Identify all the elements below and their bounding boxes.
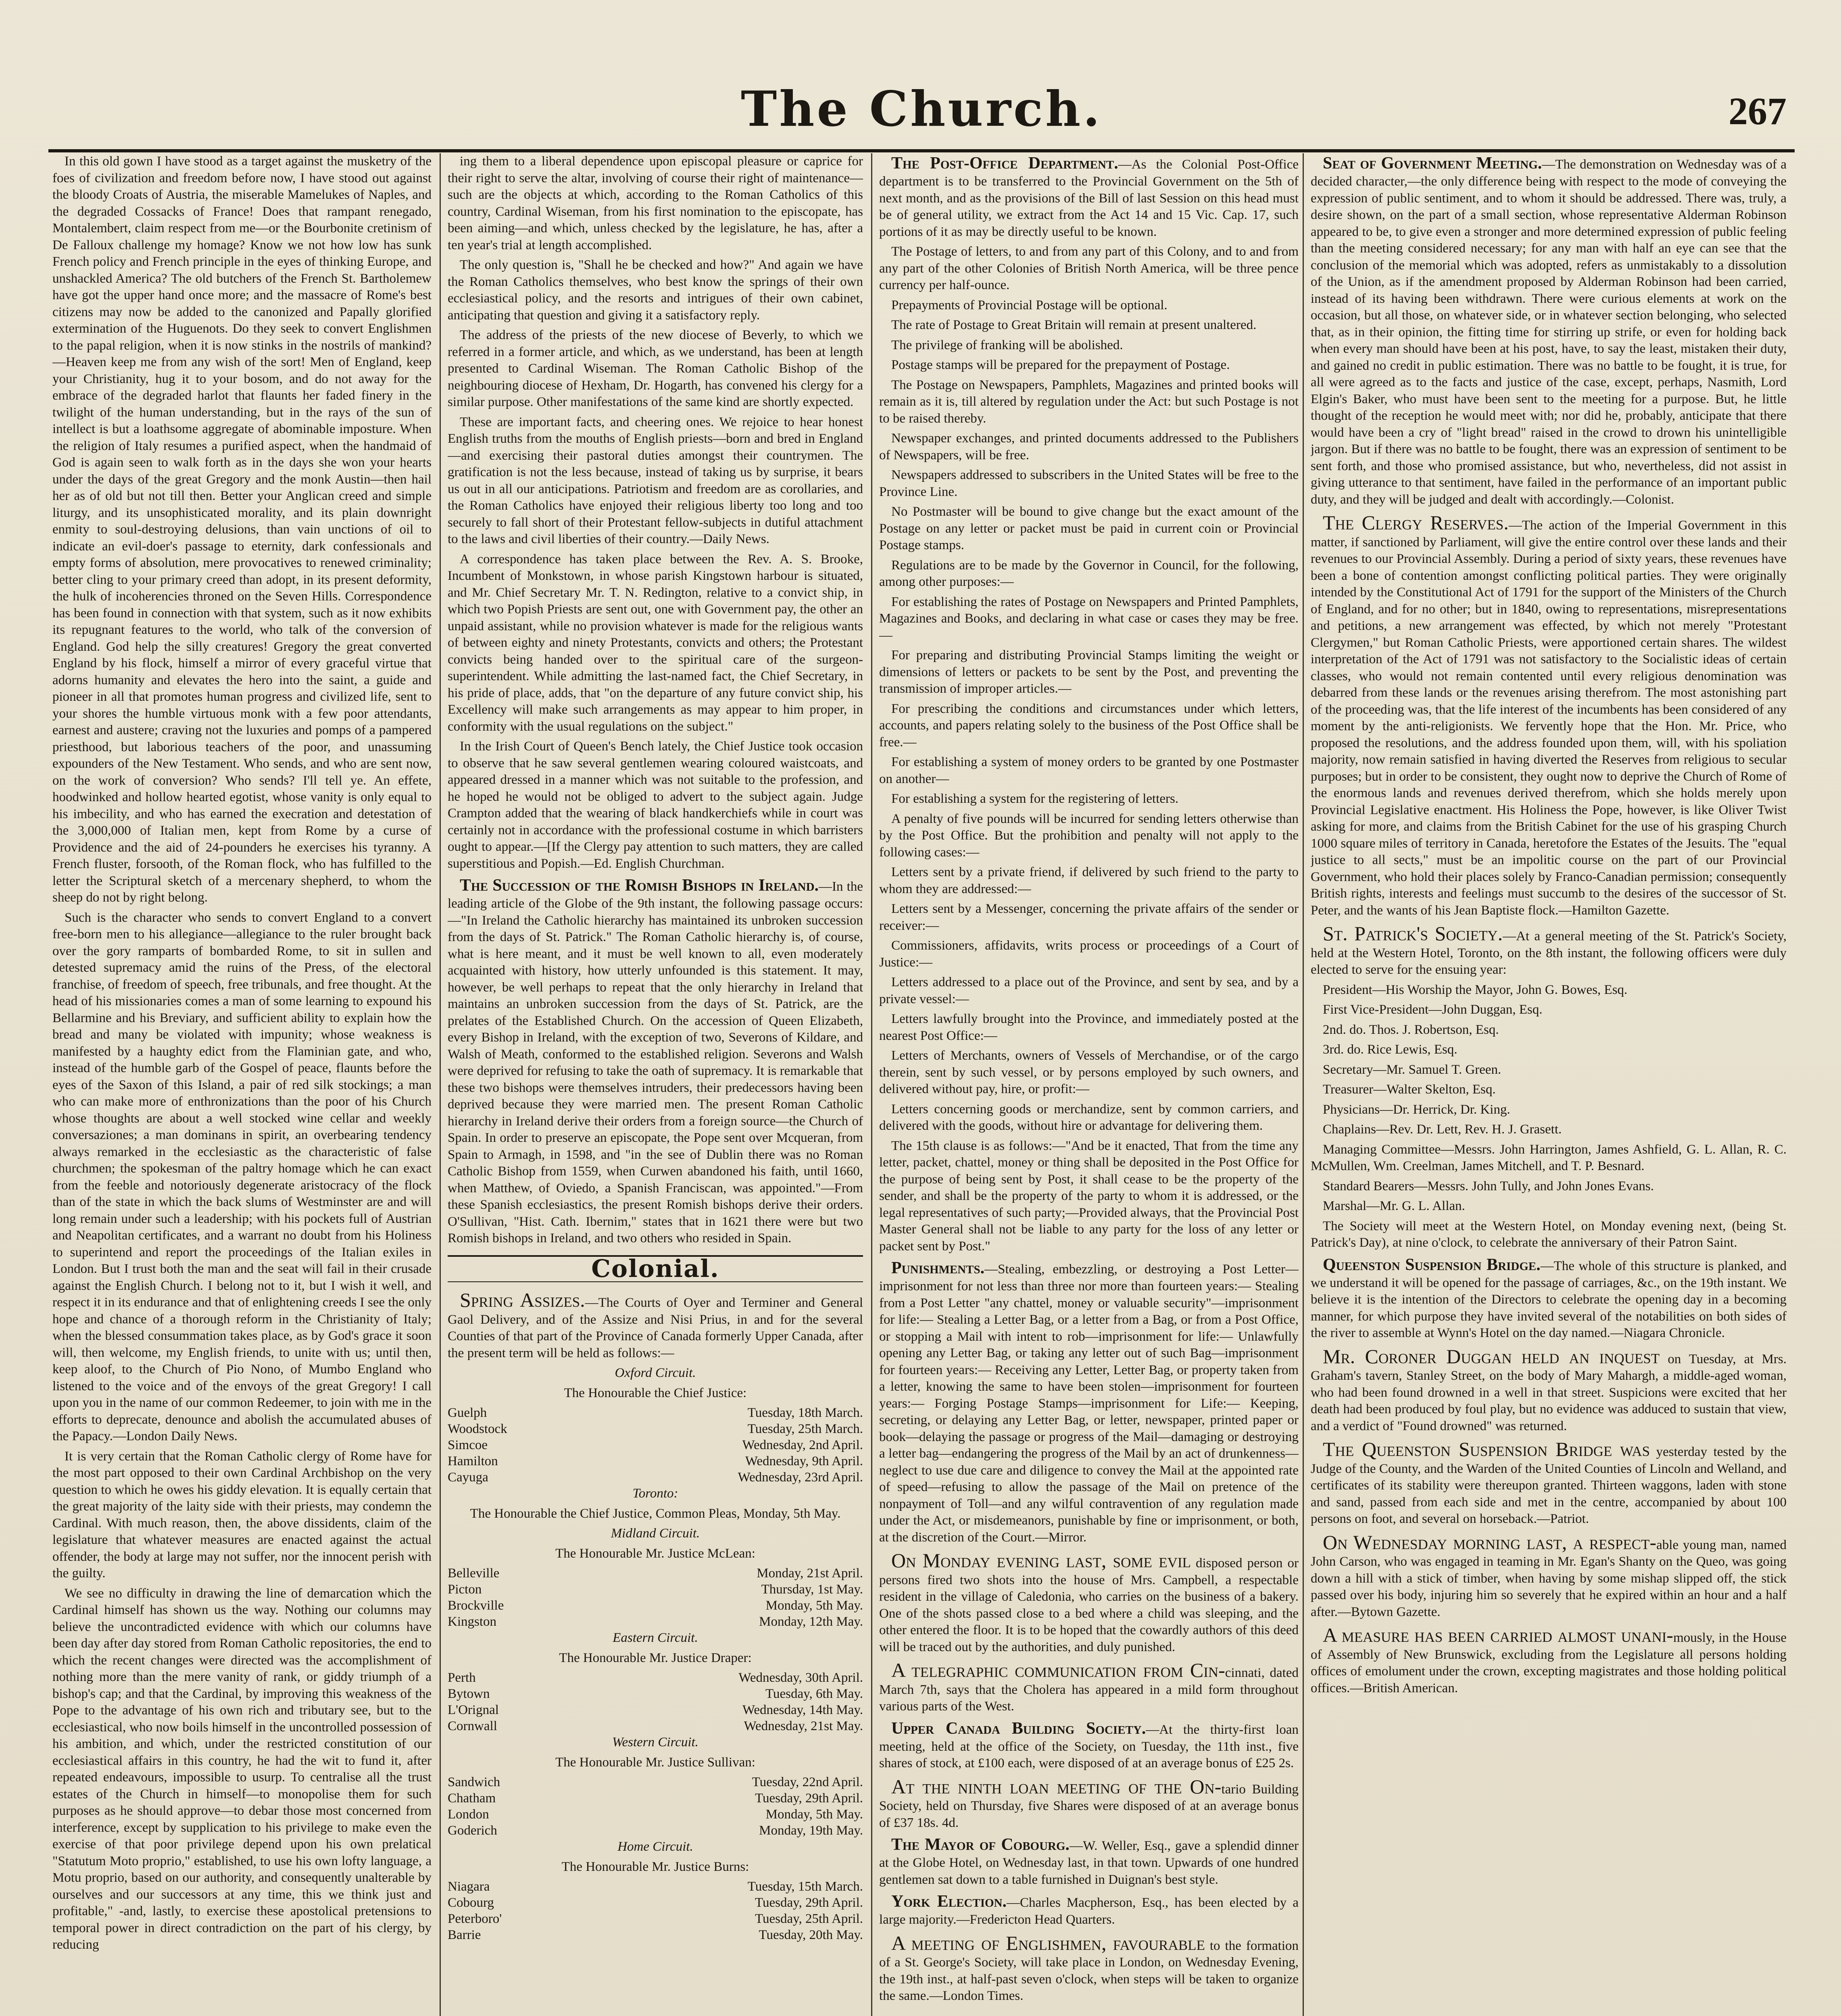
article-heading: Punishments. <box>891 1259 985 1277</box>
provision-paragraph: For prescribing the conditions and circumstances under which letters, accounts, and papers relating solely to the business of the Post Office shall be free.— <box>879 701 1299 750</box>
schedule-row <box>448 1581 863 1597</box>
column-3 <box>879 153 1299 2016</box>
schedule-date: Tuesday, 25th March. <box>747 1422 863 1436</box>
schedule-town: Barrie <box>448 1928 481 1942</box>
officer-entry: Chaplains—Rev. Dr. Lett, Rev. H. J. Grasett. <box>1323 1122 1562 1137</box>
article-new-brunswick <box>1311 1624 1787 1697</box>
article-body: —Charles Macpherson, Esq., has been elected by a large majority.—Fredericton Head Quarters. <box>879 1895 1299 1927</box>
article-paragraph: The only question is, "Shall he be checked and how?" And again we have the Roman Catholics themselves, who best know the springs of their own ecclesiastical policy, and the resorts and intrigues of their own cabinet, anticipating that question and giving it a satisfactory reply. <box>448 258 863 323</box>
schedule-row <box>448 1670 863 1686</box>
article-building-society <box>879 1718 1299 1772</box>
page-title: The Church. <box>741 81 1102 137</box>
circuit-name: Eastern Circuit. <box>613 1631 698 1645</box>
provision-paragraph: The privilege of franking will be abolished. <box>891 337 1123 352</box>
schedule-row <box>448 1927 863 1943</box>
schedule-date: Tuesday, 29th April. <box>755 1895 863 1910</box>
article-body: yesterday tested by the Judge of the County, and the Warden of the United Counties of Lincoln and Welland, and certificates of its stability were thereupon granted. Thirteen waggons, laden with stone and sand, passed from each side and met in the centre, accompanied by about 100 persons on foot, and several on horseback.—Patriot. <box>1311 1445 1787 1526</box>
provision-paragraph: Newspaper exchanges, and printed documents addressed to the Publishers of Newspapers, will be free. <box>879 431 1299 462</box>
article-heading: The Clergy Reserves. <box>1323 511 1509 534</box>
article-coroner <box>1311 1345 1787 1435</box>
circuit-name: Toronto: <box>632 1486 678 1501</box>
page-number: 267 <box>1728 90 1787 133</box>
schedule-town: Brockville <box>448 1598 504 1613</box>
officer-entry: Managing Committee—Messrs. John Harrington, James Ashfield, G. L. Allan, R. C. McMullen, Wm. Creelman, James Mitchell, and T. P. Besnard. <box>1311 1142 1787 1173</box>
circuit-judge: The Honourable the Chief Justice, Common Pleas, Monday, 5th May. <box>470 1506 841 1521</box>
schedule-town: Bytown <box>448 1687 490 1701</box>
schedule-date: Thursday, 1st May. <box>761 1582 863 1597</box>
article-heading: St. Patrick's Society. <box>1323 922 1503 945</box>
article-heading: Seat of Government Meeting. <box>1323 154 1542 173</box>
article-paragraph: A correspondence has taken place between the Rev. A. S. Brooke, Incumbent of Monkstown, in whose parish Kingstown harbour is situated, and Mr. Chief Secretary Mr. T. N. Redington, relative to a convict ship, in which two Popish Priests are sent out, one with Government pay, the other an unpaid assistant, while no provision whatever is made for the religious wants of between eighty and ninety Protestants, convicts and others; the Protestant convicts being handed over to the spiritual care of the surgeon-superintendent. While admitting the last-named fact, the Chief Secretary, in his pride of place, adds, that "on the departure of any future convict ship, his Excellency will make such arrangements as may appear to him proper, in conformity with the usual regulations on the subject." <box>448 552 863 734</box>
officer-entry: Treasurer—Walter Skelton, Esq. <box>1323 1082 1496 1097</box>
article-lead: Mr. Coroner Duggan held an inquest <box>1323 1345 1660 1368</box>
schedule-date: Tuesday, 25th April. <box>755 1912 863 1926</box>
article-heading: The Succession of the Romish Bishops in Ireland. <box>460 876 819 895</box>
article-lead: On Monday evening last, some evil <box>891 1549 1191 1572</box>
schedule-row <box>448 1702 863 1718</box>
schedule-date: Wednesday, 14th May. <box>742 1703 863 1717</box>
schedule-date: Tuesday, 22nd April. <box>752 1775 863 1789</box>
schedule-row <box>448 1911 863 1927</box>
schedule-row <box>448 1597 863 1614</box>
officer-entry: Secretary—Mr. Samuel T. Green. <box>1323 1062 1501 1077</box>
schedule-date: Wednesday, 30th April. <box>738 1670 863 1685</box>
article-body: able young man, named John Carson, who was engaged in teaming in Mr. Egan's Shanty on the Queo, was going down a hill with a stick of timber, when having by some mishap slipped off, the stick passed over his body, injuring him so severely that he expired within an hour and a half after.—Bytown Gazette. <box>1311 1537 1787 1619</box>
article-paragraph: These are important facts, and cheering ones. We rejoice to hear honest English truths from the mouths of English priests—born and bred in England—and exercising their pastoral duties amongst their countrymen. The gratification is not the less because, instead of taking us by surprise, it bears us out in all our anticipations. Patriotism and freedom are as corollaries, and the Roman Catholics have enjoyed their religious liberty too long and too securely to fall short of their Protestant fellow-subjects in dutiful attachment to the laws and civil liberties of their country.—Daily News. <box>448 414 863 546</box>
article-succession <box>448 875 863 1247</box>
schedule-town: Simcoe <box>448 1438 488 1452</box>
officer-entry: Standard Bearers—Messrs. John Tully, and John Jones Evans. <box>1323 1179 1654 1193</box>
provision-paragraph: Letters concerning goods or merchandize, sent by common carriers, and delivered with the goods, without hire or advantage for delivering them. <box>879 1102 1299 1133</box>
article-body: —At the thirty-first loan meeting, held at the office of the Society, on Tuesday, the 11th inst., five shares of stock, at £100 each, were disposed of at an average bonus of £25 2s. <box>879 1722 1299 1770</box>
article-body: on Tuesday, at Mrs. Graham's tavern, Stanley Street, on the body of Mary Mahargh, a middle-aged woman, who had been found drowned in a well in that street. Suspicions were excited that her death had been produced by foul play, but no evidence was adduced to sustain that view, and a verdict of "Found drowned" was returned. <box>1311 1352 1787 1433</box>
schedule-town: Cornwall <box>448 1719 497 1733</box>
provision-paragraph: Letters lawfully brought into the Province, and immediately posted at the nearest Post Office:— <box>879 1012 1299 1043</box>
schedule-town: Kingston <box>448 1614 497 1629</box>
officer-entry: President—His Worship the Mayor, John G. Bowes, Esq. <box>1323 982 1628 997</box>
article-heading: York Election. <box>891 1892 1007 1911</box>
article-body: tario Building Society, held on Thursday, five Shares were disposed of at an average bonus of £37 18s. 4d. <box>879 1782 1299 1830</box>
schedule-town: Cayuga <box>448 1470 488 1485</box>
article-body: —At a general meeting of the St. Patrick's Society, held at the Western Hotel, Toronto, on the 8th instant, the following officers were duly elected to serve for the ensuing year: <box>1311 929 1787 977</box>
article-punishments <box>879 1258 1299 1546</box>
schedule-date: Tuesday, 15th March. <box>747 1879 863 1894</box>
schedule-date: Monday, 5th May. <box>765 1598 863 1613</box>
provision-paragraph: No Postmaster will be bound to give change but the exact amount of the Postage on any letter or packet must be paid in current coin or Provincial Postage stamps. <box>879 504 1299 552</box>
schedule-date: Wednesday, 21st May. <box>744 1719 863 1733</box>
schedule-row <box>448 1774 863 1790</box>
article-englishmen-meeting <box>879 1932 1299 2005</box>
schedule-date: Tuesday, 18th March. <box>747 1406 863 1420</box>
article-body: —W. Weller, Esq., gave a splendid dinner at the Globe Hotel, on Wednesday last, in that town. Upwards of one hundred gentlemen sat down to a table furnished in Duignan's best style. <box>879 1839 1299 1887</box>
schedule-row <box>448 1405 863 1421</box>
column-rule <box>440 153 441 2016</box>
article-st-patricks <box>1311 922 1787 979</box>
provision-paragraph: The rate of Postage to Great Britain will remain at present unaltered. <box>891 318 1257 332</box>
schedule-town: Woodstock <box>448 1422 507 1436</box>
schedule-town: Goderich <box>448 1823 497 1838</box>
article-body: —The whole of this structure is planked, and we understand it will be opened for the passage of carriages, &c., on the 19th instant. We believe it is the intention of the Directors to celebrate the opening day in a becoming manner, for which purpose they have invited several of the notabilities on both sides of the river to assemble at Wynn's Hotel on the day named.—Niagara Chronicle. <box>1311 1258 1787 1340</box>
article-body: —In the leading article of the Globe of the 9th instant, the following passage occurs:—"In Ireland the Catholic hierarchy has maintained its unbroken succession from the days of St. Patrick." The Roman Catholic hierarchy is, of course, what is here meant, and it must be well known to all, even moderately acquainted with history, how utterly unfounded is this statement. It may, however, be well perhaps to repeat that the only hierarchy in Ireland that maintains an unbroken succession from the days of St. Patrick, are the prelates of the Established Church. On the accession of Queen Elizabeth, every Bishop in Ireland, with the exception of two, Severons of Kildare, and Walsh of Meath, conformed to the established religion. Severons and Walsh were deprived for refusing to take the oath of supremacy. It is remarkable that these two bishops were themselves intruders, their predecessors having been deprived because they were married men. The present Roman Catholic hierarchy in Ireland derive their orders from a foreign source—the Church of Spain. In order to preserve an episcopate, the Pope sent over Mcqueran, from Spain to Armagh, in 1598, and "in the see of Dublin there was no Roman Catholic Bishop from 1559, when Curwen abandoned his faith, until 1660, when Matthew, of Oviedo, a Spanish Franciscan, was appointed."—From these Spanish ecclesiastics, the present Romish bishops derive their orders. O'Sullivan, "Hist. Cath. Ibernim," states that in 1621 there were but two Romish bishops in Ireland, and two others who resided in Spain. <box>448 879 863 1245</box>
article-lead: A meeting of Englishmen, favourable <box>891 1931 1205 1954</box>
article-post-office <box>879 153 1299 240</box>
masthead-rule <box>48 149 1795 152</box>
schedule-date: Tuesday, 20th May. <box>759 1928 863 1942</box>
schedule-date: Tuesday, 6th May. <box>765 1687 863 1701</box>
schedule-date: Monday, 12th May. <box>759 1614 863 1629</box>
circuit-name: Oxford Circuit. <box>615 1366 696 1380</box>
assize-schedule <box>448 1365 863 1943</box>
article-paragraph: ing them to a liberal dependence upon episcopal pleasure or caprice for their right to serve the altar, involving of course their right of maintenance—such are the objects at which, according to the Roman Catholics of this country, Cardinal Wiseman, from his first nomination to the episcopate, has been aiming—and which, unless checked by the legislature, he has, after a ten year's trial at length accomplished. <box>448 154 863 252</box>
section-title-colonial: Colonial. <box>448 1255 863 1283</box>
article-lead: On Wednesday morning last, a respect- <box>1323 1531 1657 1554</box>
circuit-name: Home Circuit. <box>617 1839 693 1854</box>
article-bridge-test <box>1311 1438 1787 1528</box>
provision-paragraph: For establishing a system of money orders to be granted by one Postmaster on another— <box>879 755 1299 786</box>
article-assizes <box>448 1289 863 1362</box>
provision-paragraph: Letters of Merchants, owners of Vessels of Merchandise, or of the cargo therein, sent by such vessel, or by persons employed by such owners, and delivered without pay, hire, or profit:— <box>879 1048 1299 1096</box>
article-body: to the formation of a St. George's Society, will take place in London, on Wednesday Evening, the 19th inst., at half-past seven o'clock, when steps will be taken to organize the same.—London Times. <box>879 1938 1299 2003</box>
article-body: —The demonstration on Wednesday was of a decided character,—the only difference being with respect to the mode of conveying the expression of public sentiment, and to whom it should be addressed. There was, truly, a desire shown, on the part of a small section, whose representative Alderman Robinson appeared to be, to give even a stronger and more determined expression of public feeling than the meeting considered necessary; for any man with half an eye can see that the conclusion of the memorial which was adopted, refers as unmistakably to a dissolution of the Union, as if the amendment proposed by Alderman Robinson had been carried, instead of its having been withdrawn. There were curious elements at work on the occasion, but all those, on whatever side, or in whatever section belonging, who selected that, as in their opinion, the fitting time for stirring up strife, or even for holding back when every man should have been at his post, have, to say the least, mistaken their duty, and gained no credit in public estimation. There was no battle to be fought, it is true, for all were agreed as to the facts and justice of the case, except, perhaps, Nasmith, Lord Elgin's Baker, who must have been sent to the meeting for a purpose. But, he little thought of the reception he would meet with; nor did he, probably, anticipate that there would have been a cry of "light bread" raised in the crowd to drown his unintelligible jargon. But if there was no battle to be fought, there was an expression of sentiment to be sent forth, and those who promised assistance, but who, nevertheless, did not assist in giving utterance to that sentiment, have failed in the performance of an important public duty, and they will be judged and dealt with accordingly.—Colonist. <box>1311 157 1787 507</box>
schedule-date: Wednesday, 9th April. <box>745 1454 863 1468</box>
provision-paragraph: For establishing a system for the registering of letters. <box>891 791 1179 806</box>
provision-paragraph: For preparing and distributing Provincial Stamps limiting the weight or dimensions of letters or packets to be sent by the Post, and preventing the transmission of improper articles.— <box>879 648 1299 696</box>
circuit-judge: The Honourable the Chief Justice: <box>564 1385 747 1400</box>
provision-paragraph: Prepayments of Provincial Postage will be optional. <box>891 298 1168 312</box>
article-body: cinnati, dated March 7th, says that the Cholera has appeared in a mild form throughout various parts of the West. <box>879 1666 1299 1714</box>
schedule-row <box>448 1614 863 1630</box>
schedule-town: Perth <box>448 1670 476 1685</box>
article-heading: Queenston Suspension Bridge. <box>1323 1255 1541 1274</box>
provision-paragraph: Newspapers addressed to subscribers in the United States will be free to the Province Line. <box>879 468 1299 499</box>
schedule-row <box>448 1421 863 1437</box>
article-heading: Spring Assizes. <box>460 1289 585 1311</box>
schedule-town: Cobourg <box>448 1895 494 1910</box>
schedule-town: Peterboro' <box>448 1912 502 1926</box>
article-ninth-loan <box>879 1775 1299 1832</box>
officer-entry: Marshal—Mr. G. L. Allan. <box>1323 1199 1465 1213</box>
schedule-town: Chatham <box>448 1791 496 1806</box>
schedule-date: Monday, 5th May. <box>765 1807 863 1822</box>
column-rule <box>871 153 872 2016</box>
article-paragraph: The address of the priests of the new diocese of Beverly, to which we referred in a former article, and which, as we understand, has been at length presented to Cardinal Wiseman. The Roman Catholic Bishop of the neighbouring diocese of Hexham, Dr. Hogarth, has convened his clergy for a similar purpose. Other manifestations of the same kind are shortly expected. <box>448 328 863 409</box>
provision-paragraph: Commissioners, affidavits, writs process or proceedings of a Court of Justice:— <box>879 938 1299 970</box>
schedule-row <box>448 1565 863 1581</box>
schedule-town: L'Orignal <box>448 1703 499 1717</box>
provision-paragraph: The 15th clause is as follows:—"And be it enacted, That from the time any letter, packet, chattel, money or thing shall be deposited in the Post Office for the purpose of being sent by Post, it shall cease to be the property of the sender, and shall be the property of the party to whom it is addressed, or the legal representatives of such party;—Provided always, that the Provincial Post Master General shall not be liable to any party for the loss of any letter or packet sent by Post." <box>879 1138 1299 1254</box>
masthead <box>48 73 1795 153</box>
article-lead: A telegraphic communication from Cin- <box>891 1659 1225 1681</box>
schedule-row <box>448 1437 863 1453</box>
schedule-row <box>448 1806 863 1822</box>
schedule-row <box>448 1822 863 1839</box>
schedule-town: London <box>448 1807 489 1822</box>
circuit-judge: The Honourable Mr. Justice Sullivan: <box>555 1755 755 1770</box>
schedule-town: Hamilton <box>448 1454 498 1468</box>
officer-entry: 2nd. do. Thos. J. Robertson, Esq. <box>1323 1022 1499 1037</box>
article-heading: The Post-Office Department. <box>891 154 1118 173</box>
article-body: disposed person or persons fired two shots into the house of Mrs. Campbell, a respectable resident in the village of Caledonia, who carries on the business of a bakery. One of the shots passed close to a bed where a child was sleeping, and the other entered the floor. It is to be hoped that the cowardly authors of this deed will be traced out by the authorities, and duly punished. <box>879 1556 1299 1654</box>
provision-paragraph: A penalty of five pounds will be incurred for sending letters otherwise than by the Post Office. But the prohibition and penalty will not apply to the following cases:— <box>879 811 1299 860</box>
article-mayor <box>879 1835 1299 1888</box>
article-body: —The action of the Imperial Government in this matter, if sanctioned by Parliament, will give the entire control over these lands and their revenues to our Provincial Assembly. During a period of sixty years, these revenues have been a bone of contention amongst conflicting political parties. They were originally intended by the Constitutional Act of 1791 for the support of the Ministers of the Church of England, and for no other; but in 1840, owing to representations, misrepresentations and petitions, a new arrangement was effected, by which not merely "Protestant Clergymen," but Roman Catholic Priests, were apportioned certain shares. The wildest interpretation of the Act of 1791 was not satisfactory to the Socialistic ideas of certain classes, who would not remain contented until every religious denomination was debarred from these lands or the revenues arising therefrom. The most astonishing part of the proceeding was, that the life interest of the incumbents has been considered of any moment by the anti-religionists. We fervently hope that the Hon. Mr. Price, who proposed the resolutions, and the address founded upon them, will, with his spoliation majority, now remain satisfied in having diverted the Reserves from religious to secular purposes; but in order to be consistent, they ought now to deprive the Church of Rome of the enormous lands and revenues derived therefrom, which she holds merely upon Provincial Legislative enactment. His Holiness the Pope, however, is like Oliver Twist asking for more, and claims from the British Cabinet for the use of his grasping Church 1000 square miles of territory in Canada, heretofore the Estates of the Jesuits. The "equal justice to all sects," must be an impolitic course on the part of our Provincial Government, who hold their places solely by Franco-Canadian permission; consequently British rights, interests and feelings must succumb to the desires of the successor of St. Peter, and the wants of his Jean Baptiste flock.—Hamilton Gazette. <box>1311 518 1787 918</box>
article-telegraph <box>879 1659 1299 1715</box>
officer-entry: The Society will meet at the Western Hotel, on Monday evening next, (being St. Patrick's Day), at nine o'clock, to celebrate the anniversary of their Patron Saint. <box>1311 1218 1787 1250</box>
provision-paragraph: Regulations are to be made by the Governor in Council, for the following, among other purposes:— <box>879 558 1299 589</box>
article-lead: A measure has been carried almost unani- <box>1323 1624 1674 1646</box>
article-york-election <box>879 1891 1299 1929</box>
circuit-judge: The Honourable Mr. Justice Draper: <box>559 1650 752 1665</box>
schedule-row <box>448 1469 863 1485</box>
provision-paragraph: Postage stamps will be prepared for the prepayment of Postage. <box>891 358 1230 372</box>
article-accident <box>1311 1531 1787 1621</box>
circuit-name: Western Circuit. <box>612 1735 698 1749</box>
officer-list <box>1311 982 1787 1252</box>
officer-entry: Physicians—Dr. Herrick, Dr. King. <box>1323 1102 1510 1117</box>
schedule-row <box>448 1879 863 1895</box>
officer-entry: 3rd. do. Rice Lewis, Esq. <box>1323 1042 1457 1057</box>
column-2 <box>448 153 863 2016</box>
article-queenston-bridge <box>1311 1255 1787 1342</box>
article-paragraph: We see no difficulty in drawing the line of demarcation which the Cardinal himself has shown us the way. Nothing our columns may believe the uncontradicted evidence with which our columns have been day after day stored from Roman Catholic repositories, the end to which the recent changes were directed was the accomplishment of nothing more than the mere vanity of rank, or giddy triumph of a bishop's cap; and that the Cardinal, by improving this weakness of the Pope to the advantage of his own rich and tributary see, but to the ecclesiastical, who now boils himself in the uncontrolled possession of his ambition, and which, under the restricted constitution of our ecclesiastical affairs in this country, he had the wit to fund it, after repeated endeavours, impossible to usurp. To centralise all the trust estates of the Church in himself—to monopolise them for such purposes as he should approve—to debar those most concerned from interference, except by supplication to his privilege to make even the exercise of that poor privilege depend upon his own prelatical "Statutum Moto proprio," established, to use his own lofty language, a Motu proprio, based on our authority, and consequently unalterable by ourselves and our successors at any time, this we think just and profitable," -and, lastly, to exercise these apostolical pretensions to temporal power in direct contradiction on the part of his clergy, by reducing <box>52 1586 432 1952</box>
provision-paragraph: Letters sent by a private friend, if delivered by such friend to the party to whom they are addressed:— <box>879 865 1299 896</box>
article-paragraph: In this old gown I have stood as a target against the musketry of the foes of civilization and freedom before now, I have stood out against the bloody Croats of Austria, the miserable Mamelukes of Naples, and the degraded Cossacks of France! Does that rampant renegado, Montalembert, claim respect from me—or the Bourbonite cretinism of De Falloux challenge my homage? Know we not how low has sunk French policy and French principle in the eyes of thinking Europe, and unshackled America? The old butchers of the French St. Bartholemew have got the upper hand once more; and the massacre of Rome's best citizens may now be added to the canonized and Papally glorified extermination of the Huguenots. Do they seek to convert Englishmen to the papal religion, when it is now stinks in the nostrils of mankind?—Heaven keep me from any wish of the sort! Men of England, keep your Christianity, hug it to your bosom, and do not away for the embrace of the degraded harlot that flaunts her faded finery in the twilight of the human understanding, but in the rays of the sun of intellect is but a loathsome aggregate of abominable imposture. When the religion of Italy resumes a purified aspect, when the handmaid of God is again seen to walk forth as in the days she won your hearts under the days of the great Gregory and the monk Austin—then hail her as of old but not till then. Better your Anglican creed and simple liturgy, and its unsophisticated morality, and its plain downright enmity to soul-destroying delusions, than vain unctions of oil to indicate an evil-doer's passage to eternity, dark confessionals and empty forms of absolution, mere provocatives to renewed criminality; better cling to your primary creed than adopt, in its present deformity, the hulk of incoherencies throned on the Seven Hills. Correspondence has been found in connection with that system, such as it now exhibits its repugnant features to the world, who talk of the conversion of England. God help the silly creatures! Gregory the great converted England by his flock, himself a mirror of every graceful virtue that adorns humanity and elevates the hero into the saint, a guide and pioneer in all that promotes human progress and civilized life, sent to your shores the humble virtuous monk with a few poor attendants, earnest and austere; craving not the luxuries and pomps of a pampered priesthood, but laborious teachers of the poor, and unassuming expounders of the New Testament. Who sends, and who are sent now, on the work of conversion? Who sends? I'll tell ye. An effete, hoodwinked and hollow hearted egotist, whose vanity is only equal to his imbecility, and who has earned the execration and detestation of the 3,000,000 of Italian men, kept from Rome by a curse of Providence and the aid of 24-pounders he exercises his tyranny. A French fluster, forsooth, of the Roman flock, who has fulfilled to the letter the Scriptural sketch of a mercenary shepherd, to whom the sheep do not by right belong. <box>52 154 432 905</box>
schedule-town: Picton <box>448 1582 482 1597</box>
schedule-date: Wednesday, 23rd April. <box>738 1470 863 1485</box>
article-paragraph: Such is the character who sends to convert England to a convert free-born men to his allegiance—allegiance to the ruler brought back over the gory ramparts of bombarded Rome, to sit in sullen and detested supremacy amid the ruins of the Press, of the electoral franchise, of freedom of speech, free tribunals, and free thought. At the head of his missionaries comes a man of some learning to expound his Bellarmine and his Breviary, and sufficient ability to explain how the bread and many be violated with impunity; whose weakness is manifested by a haughty edict from the Flaminian gate, and who, instead of the humble garb of the Gospel of peace, flaunts before the eyes of the Saxon of this Island, a pair of red silk stockings; a man who can make more of enthronizations than the poor of his Church whose thoughts are about a well stocked wine cellar and weekly conversaziones; a man dominans in spirit, an overbearing tendency always remarked in the ecclesiastic as the characteristic of false churchmen; the spokesman of the paltry homage which he can exact from the feeble and notoriously degenerate aristocracy of the flock than of the state in which the back slums of Westminster are and will long remain under such a leadership; with his pockets full of Austrian and Neapolitan certificates, and a warrant no doubt from his Holiness to superintend and report the proceedings of the Italian exiles in London. But I trust both the man and the seat will fail in their crusade against the English Church. I belong not to it, but I wish it well, and respect it in its endurance and that of enlightening creeds I see the only hope and chance of a thorough reform in the Christianity of Italy; when the blessed consummation takes place, as by God's grace it soon will, then welcome, my English friends, to unite with us; until then, keep aloof, to the Church of Pio Nono, of Mumbo England who listened to the voice and of the envoys of the great Gregory! I call upon you in the name of our common Redeemer, to join with me in the efforts to deprecate, denounce and abolish the accumulated abuses of the Papacy.—London Daily News. <box>52 910 432 1443</box>
article-paragraph: It is very certain that the Roman Catholic clergy of Rome have for the most part opposed to their own Cardinal Archbishop on the very question to which he owes his giddy elevation. It is equally certain that the great majority of the laity side with their priests, may condemn the Cardinal. With much reason, then, the above dissidents, claim of the legislature that whatever measures are enacted against the actual offender, the body at large may not suffer, nor the innocent perish with the guilty. <box>52 1449 432 1581</box>
schedule-row <box>448 1718 863 1734</box>
column-rule <box>1303 153 1304 2016</box>
article-lead: At the ninth loan meeting of the On- <box>891 1775 1222 1798</box>
provision-paragraph: The Postage on Newspapers, Pamphlets, Magazines and printed books will remain as it is, till altered by regulation under the Act: but such Postage is not to be raised thereby. <box>879 377 1299 426</box>
article-lead: The Queenston Suspension Bridge was <box>1323 1438 1650 1460</box>
article-seat-of-government <box>1311 153 1787 508</box>
schedule-date: Monday, 19th May. <box>759 1823 863 1838</box>
schedule-row <box>448 1790 863 1806</box>
article-paragraph: In the Irish Court of Queen's Bench lately, the Chief Justice took occasion to observe that he saw several gentlemen wearing coloured waistcoats, and appeared dressed in a manner which was not suitable to the profession, and he hoped he would not be obliged to advert to the subject again. Judge Crampton added that the wearing of black handkerchiefs while in court was certainly not in accordance with the professional costume in which barristers ought to appear.—[If the Clergy pay attention to such matters, they are called superstitious and Popish.—Ed. English Churchman. <box>448 739 863 871</box>
circuit-judge: The Honourable Mr. Justice Burns: <box>561 1859 749 1874</box>
schedule-row <box>448 1895 863 1911</box>
article-body: mously, in the House of Assembly of New Brunswick, excluding from the Legislature all persons holding offices of emolument under the crown, excepting magistrates and those holding political offices.—British American. <box>1311 1631 1787 1695</box>
article-body: —As the Colonial Post-Office department is to be transferred to the Provincial Government on the 5th of next month, and as the provisions of the Bill of last Session on this head must be of general utility, we extract from the Act 14 and 15 Vic. Cap. 17, such portions of it as may be directly useful to be known. <box>879 157 1299 239</box>
article-shots <box>879 1549 1299 1656</box>
article-clergy-reserves <box>1311 511 1787 919</box>
schedule-town: Belleville <box>448 1566 500 1581</box>
circuit-name: Midland Circuit. <box>611 1526 700 1541</box>
provision-paragraph: Letters sent by a Messenger, concerning the private affairs of the sender or receiver:— <box>879 902 1299 933</box>
schedule-date: Tuesday, 29th April. <box>755 1791 863 1806</box>
provision-paragraph: For establishing the rates of Postage on Newspapers and Printed Pamphlets, Magazines and Books, and declaring in what case or cases they may be free.— <box>879 594 1299 643</box>
article-heading: The Mayor of Cobourg. <box>891 1835 1070 1854</box>
circuit-judge: The Honourable Mr. Justice McLean: <box>555 1546 755 1561</box>
schedule-town: Niagara <box>448 1879 490 1894</box>
article-body: —The Courts of Oyer and Terminer and General Gaol Delivery, and of the Assize and Nisi Prius, in and for the several Counties of that part of the Province of Canada formerly Upper Canada, after the present term will be held as follows:— <box>448 1295 863 1360</box>
schedule-row <box>448 1686 863 1702</box>
provision-paragraph: The Postage of letters, to and from any part of this Colony, and to and from any part of the other Colonies of British North America, will be three pence currency per half-ounce. <box>879 244 1299 292</box>
officer-entry: First Vice-President—John Duggan, Esq. <box>1323 1002 1543 1017</box>
article-heading: Upper Canada Building Society. <box>891 1719 1146 1738</box>
provision-paragraph: Letters addressed to a place out of the Province, and sent by sea, and by a private vessel:— <box>879 975 1299 1006</box>
post-office-provisions <box>879 244 1299 1255</box>
schedule-town: Guelph <box>448 1406 487 1420</box>
schedule-date: Monday, 21st April. <box>757 1566 863 1581</box>
column-1 <box>52 153 432 2016</box>
schedule-date: Wednesday, 2nd April. <box>742 1438 863 1452</box>
schedule-row <box>448 1453 863 1469</box>
schedule-town: Sandwich <box>448 1775 500 1789</box>
article-body: —Stealing, embezzling, or destroying a Post Letter—imprisonment for not less than three nor more than fourteen years:— Stealing from a Post Letter "any chattel, money or valuable security"—imprisonment for life:— Stealing a Letter Bag, or a letter from a Bag, or from a Post Office, or stopping a Mail with intent to rob—imprisonment for life:— Unlawfully opening any Letter Bag, or taking any letter out of such Bag—imprisonment for fourteen years:— Receiving any Letter, Letter Bag, or property taken from a letter, knowing the same to have been stolen—imprisonment for fourteen years:— Forging Postage Stamps—imprisonment for Life:— Keeping, secreting, or delaying any Letter Bag, or letter, newspaper, printed paper or book—delaying the passage or progress of the Mail—damaging or destroying a letter bag—endangering the progress of the Mail by an act of drunkenness—neglect to use due care and diligence to convey the Mail at the appointed rate of speed—refusing to allow the passage of the Mail on pretence of the nonpayment of Toll—and any wilful contravention of any regulation made under the Act, or misdemeanors, punishable by fine or imprisonment, or both, at the discretion of the Court.—Mirror. <box>879 1262 1299 1545</box>
column-4 <box>1311 153 1787 2016</box>
